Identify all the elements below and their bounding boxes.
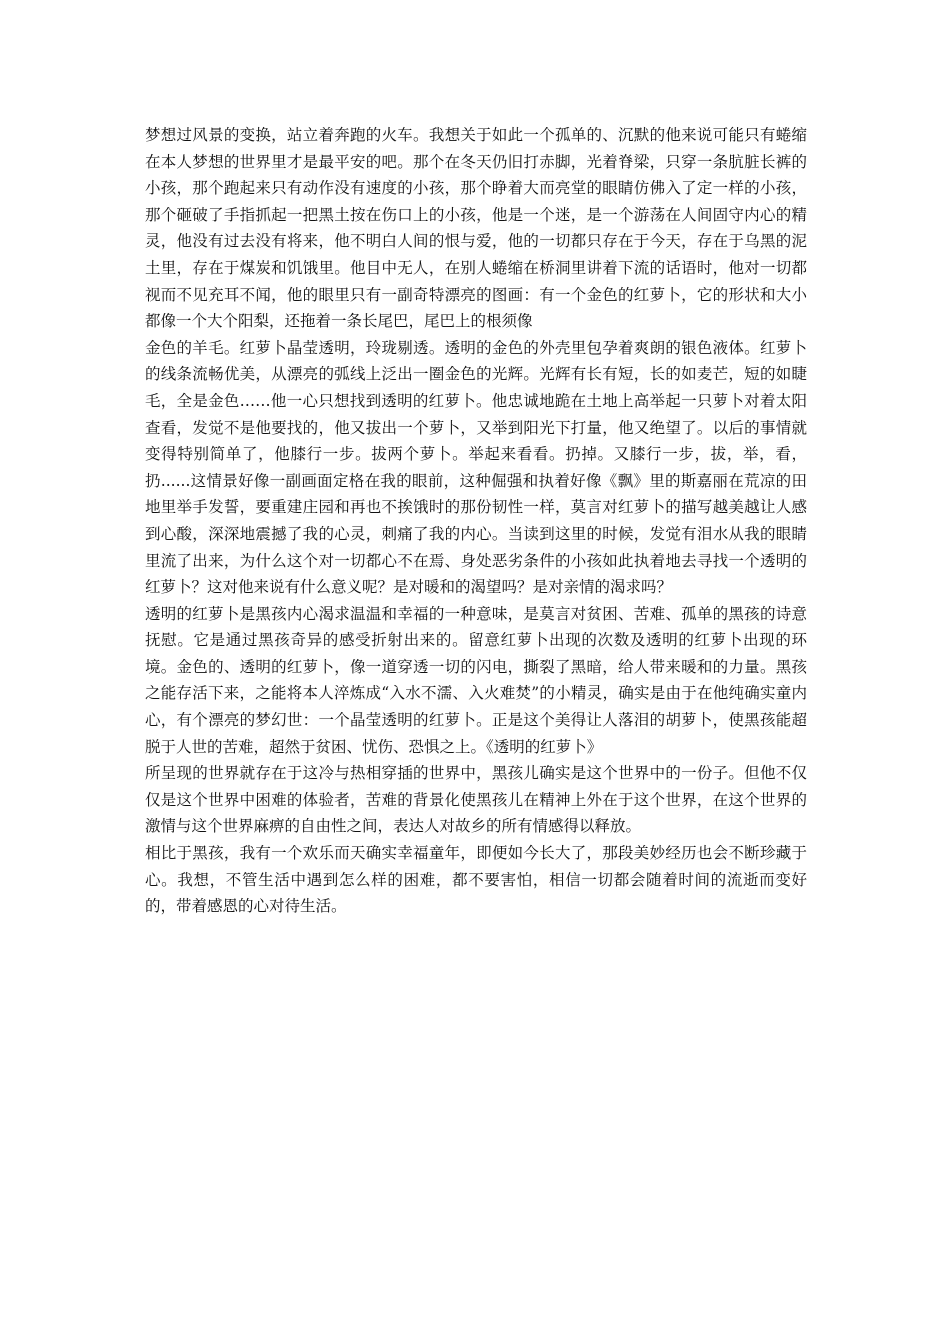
paragraph-5: 相比于黑孩，我有一个欢乐而天确实幸福童年，即便如今长大了，那段美妙经历也会不断珍藏于心。我想，不管生活中遇到怎么样的困难，都不要害怕，相信一切都会随着时间的流逝而变好的，带着感恩的心对待生活。 (145, 844, 807, 916)
paragraph-3: 透明的红萝卜是黑孩内心渴求温温和幸福的一种意味，是莫言对贫困、苦难、孤单的黑孩的诗意抚慰。它是通过黑孩奇异的感受折射出来的。留意红萝卜出现的次数及透明的红萝卜出现的环境。金色的、透明的红萝卜，像一道穿透一切的闪电，撕裂了黑暗，给人带来暖和的力量。黑孩之能存活下来，之能将本人淬炼成“入水不濡、入火难焚”的小精灵，确实是由于在他纯确实童内心，有个漂亮的梦幻世：一个晶莹透明的红萝卜。正是这个美得让人落泪的胡萝卜，使黑孩能超脱于人世的苦难，超然于贫困、忧伤、恐惧之上。《透明的红萝卜》 (145, 604, 807, 756)
paragraph-1: 梦想过风景的变换，站立着奔跑的火车。我想关于如此一个孤单的、沉默的他来说可能只有蜷缩在本人梦想的世界里才是最平安的吧。那个在冬天仍旧打赤脚，光着脊梁，只穿一条肮脏长裤的小孩，那个跑起来只有动作没有速度的小孩，那个睁着大而亮堂的眼睛仿佛入了定一样的小孩，那个砸破了手指抓起一把黑土按在伤口上的小孩，他是一个迷，是一个游荡在人间固守内心的精灵，他没有过去没有将来，他不明白人间的恨与爱，他的一切都只存在于今天，存在于乌黑的泥土里，存在于煤炭和饥饿里。他目中无人，在别人蜷缩在桥洞里讲着下流的话语时，他对一切都视而不见充耳不闻，他的眼里只有一副奇特漂亮的图画：有一个金色的红萝卜，它的形状和大小都像一个大个阳梨，还拖着一条长尾巴，尾巴上的根须像 (145, 126, 807, 331)
document-body (145, 122, 807, 920)
paragraph-4: 所呈现的世界就存在于这冷与热相穿插的世界中，黑孩儿确实是这个世界中的一份子。但他不仅仅是这个世界中困难的体验者，苦难的背景化使黑孩儿在精神上外在于这个世界，在这个世界的激情与这个世界麻痹的自由性之间，表达人对故乡的所有情感得以释放。 (145, 764, 807, 836)
paragraph-2: 金色的羊毛。红萝卜晶莹透明，玲珑剔透。透明的金色的外壳里包孕着爽朗的银色液体。红萝卜的线条流畅优美，从漂亮的弧线上泛出一圈金色的光辉。光辉有长有短，长的如麦芒，短的如睫毛，全是金色……他一心只想找到透明的红萝卜。他忠诚地跪在土地上高举起一只萝卜对着太阳查看，发觉不是他要找的，他又拔出一个萝卜，又举到阳光下打量，他又绝望了。以后的事情就变得特别简单了，他膝行一步。拔两个萝卜。举起来看看。扔掉。又膝行一步，拔，举，看，扔......这情景好像一副画面定格在我的眼前，这种倔强和执着好像《飘》里的斯嘉丽在荒凉的田地里举手发誓，要重建庄园和再也不挨饿时的那份韧性一样，莫言对红萝卜的描写越美越让人感到心酸，深深地震撼了我的心灵，刺痛了我的内心。当读到这里的时候，发觉有泪水从我的眼睛里流了出来，为什么这个对一切都心不在焉、身处恶劣条件的小孩如此执着地去寻找一个透明的红萝卜？这对他来说有什么意义呢？是对暖和的渴望吗？是对亲情的渴求吗？ (145, 338, 807, 597)
